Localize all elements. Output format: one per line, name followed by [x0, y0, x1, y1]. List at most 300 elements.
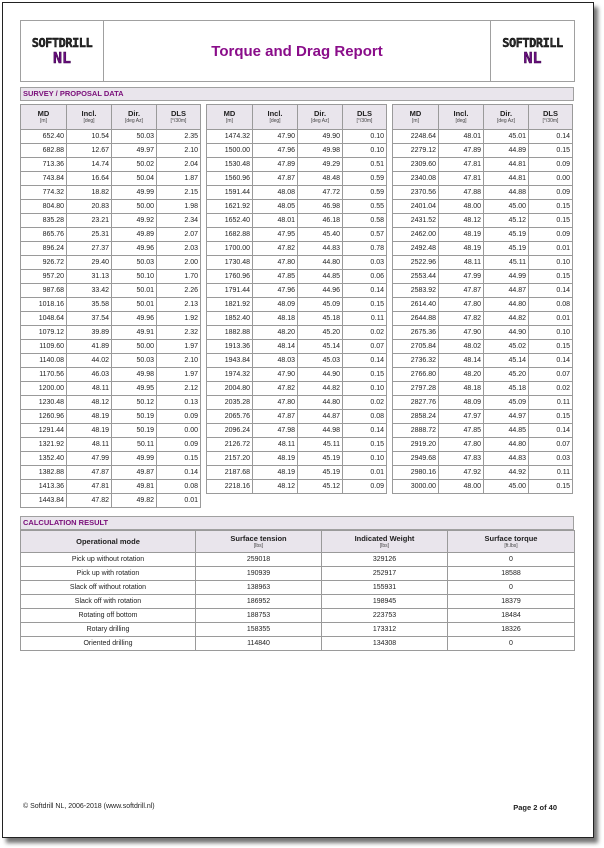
col-header-indicated-weight [322, 531, 448, 553]
cell-md: 2035.28 [207, 396, 253, 410]
cell-incl: 47.90 [253, 130, 298, 144]
cell-dls: 0.06 [343, 270, 387, 284]
cell-dls: 0.58 [343, 214, 387, 228]
cell-dir: 45.11 [298, 438, 343, 452]
cell-dir: 50.02 [112, 158, 157, 172]
cell-dir: 50.03 [112, 256, 157, 270]
logo-right [490, 21, 574, 81]
report-header [20, 20, 575, 82]
cell-dls: 1.70 [157, 270, 201, 284]
cell-md: 2797.28 [393, 382, 439, 396]
table-row [207, 438, 387, 452]
cell-incl: 27.37 [67, 242, 112, 256]
table-row [21, 480, 201, 494]
cell-md: 1591.44 [207, 186, 253, 200]
cell-incl: 48.00 [439, 200, 484, 214]
table-row [207, 172, 387, 186]
cell-dls: 0.14 [529, 284, 573, 298]
col-label: MD [223, 109, 236, 118]
cell-dir: 44.80 [484, 298, 529, 312]
cell-incl: 23.21 [67, 214, 112, 228]
cell-md: 2949.68 [393, 452, 439, 466]
cell-md: 2553.44 [393, 270, 439, 284]
cell-incl: 47.97 [439, 410, 484, 424]
cell-md: 1560.96 [207, 172, 253, 186]
cell-md: 1682.88 [207, 228, 253, 242]
cell-dir: 44.88 [484, 186, 529, 200]
table-row [21, 186, 201, 200]
survey-section-header: SURVEY / PROPOSAL DATA [20, 87, 574, 101]
cell-dir: 49.87 [112, 466, 157, 480]
cell-dir: 44.92 [484, 466, 529, 480]
cell-dls: 1.98 [157, 200, 201, 214]
cell-operational-mode: Rotating off bottom [21, 609, 196, 623]
col-label: Incl. [267, 109, 283, 118]
cell-dls: 0.08 [343, 410, 387, 424]
cell-surface-tension: 190939 [196, 567, 322, 581]
cell-md: 2492.48 [393, 242, 439, 256]
cell-dls: 0.10 [529, 256, 573, 270]
table-row [207, 186, 387, 200]
cell-dls: 0.02 [343, 396, 387, 410]
cell-incl: 25.31 [67, 228, 112, 242]
table-row [207, 452, 387, 466]
table-row [393, 424, 573, 438]
cell-operational-mode: Pick up without rotation [21, 553, 196, 567]
table-row [207, 214, 387, 228]
cell-md: 1882.88 [207, 326, 253, 340]
cell-dir: 49.91 [112, 326, 157, 340]
col-header-incl [67, 105, 112, 130]
cell-dir: 49.90 [298, 130, 343, 144]
logo-left [21, 21, 104, 81]
col-label: Operational mode [76, 537, 140, 546]
cell-incl: 41.89 [67, 340, 112, 354]
cell-dls: 0.10 [343, 144, 387, 158]
cell-operational-mode: Oriented drilling [21, 637, 196, 651]
survey-header-row [207, 105, 387, 130]
cell-incl: 48.20 [253, 326, 298, 340]
table-row [21, 410, 201, 424]
table-row [207, 130, 387, 144]
cell-md: 1109.60 [21, 340, 67, 354]
cell-dir: 49.92 [112, 214, 157, 228]
cell-md: 2827.76 [393, 396, 439, 410]
col-header-dir [112, 105, 157, 130]
cell-indicated-weight: 134308 [322, 637, 448, 651]
col-header-dls [157, 105, 201, 130]
cell-dls: 0.15 [343, 438, 387, 452]
cell-surface-torque: 0 [448, 581, 575, 595]
col-label: DLS [171, 109, 186, 118]
cell-dls: 0.10 [343, 382, 387, 396]
cell-incl: 20.83 [67, 200, 112, 214]
cell-dls: 0.09 [529, 228, 573, 242]
table-row [393, 200, 573, 214]
cell-md: 2583.92 [393, 284, 439, 298]
cell-dls: 0.55 [343, 200, 387, 214]
cell-dls: 0.13 [157, 396, 201, 410]
footer-copyright: © Softdrill NL, 2006-2018 (www.softdrill.nl) [23, 803, 155, 810]
survey-header-row [21, 105, 201, 130]
cell-incl: 47.82 [67, 494, 112, 508]
cell-dir: 45.14 [484, 354, 529, 368]
col-label: Dir. [499, 109, 513, 118]
cell-indicated-weight: 173312 [322, 623, 448, 637]
col-header-dir [298, 105, 343, 130]
cell-md: 1943.84 [207, 354, 253, 368]
cell-md: 2888.72 [393, 424, 439, 438]
cell-dls: 0.11 [529, 396, 573, 410]
cell-dls: 2.13 [157, 298, 201, 312]
cell-md: 3000.00 [393, 480, 439, 494]
cell-surface-torque: 0 [448, 637, 575, 651]
cell-dir: 44.99 [484, 270, 529, 284]
report-page [2, 2, 594, 838]
cell-dls: 0.14 [343, 354, 387, 368]
cell-incl: 48.12 [439, 214, 484, 228]
cell-incl: 48.11 [67, 382, 112, 396]
cell-md: 774.32 [21, 186, 67, 200]
col-label: Incl. [81, 109, 97, 118]
col-label: Incl. [453, 109, 469, 118]
cell-dir: 44.87 [484, 284, 529, 298]
cell-dls: 0.07 [343, 340, 387, 354]
table-row [393, 340, 573, 354]
cell-dls: 1.97 [157, 368, 201, 382]
cell-dls: 0.10 [343, 452, 387, 466]
cell-dls: 1.92 [157, 312, 201, 326]
cell-surface-tension: 188753 [196, 609, 322, 623]
cell-surface-torque: 18588 [448, 567, 575, 581]
cell-dir: 44.90 [484, 326, 529, 340]
cell-dls: 2.03 [157, 242, 201, 256]
cell-dir: 45.18 [298, 312, 343, 326]
cell-incl: 48.01 [253, 214, 298, 228]
col-unit: [deg Az] [310, 118, 330, 124]
cell-dir: 45.20 [298, 326, 343, 340]
cell-dls: 2.10 [157, 354, 201, 368]
cell-incl: 47.82 [439, 312, 484, 326]
cell-incl: 12.67 [67, 144, 112, 158]
table-row [21, 158, 201, 172]
calculation-header-row [21, 531, 575, 553]
col-header-incl [253, 105, 298, 130]
col-header-dls [529, 105, 573, 130]
cell-dir: 48.48 [298, 172, 343, 186]
cell-incl: 48.18 [439, 382, 484, 396]
cell-md: 2218.16 [207, 480, 253, 494]
cell-incl: 47.87 [253, 410, 298, 424]
report-title: Torque and Drag Report [211, 42, 383, 60]
table-row [21, 298, 201, 312]
cell-dls: 0.07 [529, 438, 573, 452]
table-row [393, 214, 573, 228]
cell-md: 896.24 [21, 242, 67, 256]
cell-incl: 29.40 [67, 256, 112, 270]
cell-md: 1652.40 [207, 214, 253, 228]
cell-dir: 45.03 [298, 354, 343, 368]
cell-dir: 49.89 [112, 228, 157, 242]
cell-dls: 0.15 [529, 214, 573, 228]
cell-dls: 0.15 [343, 368, 387, 382]
table-row [21, 494, 201, 508]
cell-incl: 48.18 [253, 312, 298, 326]
cell-dls: 0.14 [343, 284, 387, 298]
table-row [393, 466, 573, 480]
cell-md: 1200.00 [21, 382, 67, 396]
col-header-dir [484, 105, 529, 130]
cell-incl: 47.99 [439, 270, 484, 284]
cell-md: 2065.76 [207, 410, 253, 424]
cell-md: 2980.16 [393, 466, 439, 480]
table-row [207, 256, 387, 270]
cell-dls: 0.07 [529, 368, 573, 382]
cell-dir: 44.81 [484, 172, 529, 186]
table-row [393, 438, 573, 452]
table-row [393, 130, 573, 144]
table-row [21, 466, 201, 480]
table-row [207, 158, 387, 172]
table-row [21, 623, 575, 637]
cell-dir: 44.98 [298, 424, 343, 438]
cell-dir: 50.11 [112, 438, 157, 452]
cell-md: 1443.84 [21, 494, 67, 508]
cell-dls: 0.15 [529, 200, 573, 214]
table-row [393, 354, 573, 368]
cell-md: 1291.44 [21, 424, 67, 438]
col-label: DLS [357, 109, 372, 118]
table-row [21, 270, 201, 284]
cell-dir: 50.19 [112, 424, 157, 438]
table-row [393, 368, 573, 382]
cell-dls: 1.87 [157, 172, 201, 186]
cell-dir: 50.03 [112, 354, 157, 368]
cell-md: 2614.40 [393, 298, 439, 312]
table-row [207, 284, 387, 298]
cell-incl: 47.88 [439, 186, 484, 200]
cell-dir: 49.96 [112, 312, 157, 326]
cell-dir: 44.81 [484, 158, 529, 172]
table-row [393, 382, 573, 396]
cell-operational-mode: Pick up with rotation [21, 567, 196, 581]
cell-dir: 44.90 [298, 368, 343, 382]
cell-dir: 45.02 [484, 340, 529, 354]
cell-incl: 48.03 [253, 354, 298, 368]
cell-md: 1048.64 [21, 312, 67, 326]
cell-dls: 0.01 [343, 466, 387, 480]
col-unit: [deg] [455, 118, 467, 124]
cell-md: 1321.92 [21, 438, 67, 452]
cell-incl: 47.90 [253, 368, 298, 382]
cell-md: 1018.16 [21, 298, 67, 312]
cell-dir: 49.96 [112, 242, 157, 256]
cell-operational-mode: Slack off with rotation [21, 595, 196, 609]
col-header-surface-tension [196, 531, 322, 553]
table-row [207, 228, 387, 242]
cell-incl: 48.01 [439, 130, 484, 144]
cell-dir: 50.01 [112, 298, 157, 312]
cell-surface-tension: 259018 [196, 553, 322, 567]
cell-md: 2522.96 [393, 256, 439, 270]
cell-md: 1500.00 [207, 144, 253, 158]
table-row [393, 256, 573, 270]
logo-text-bottom: NL [52, 49, 72, 67]
cell-md: 1230.48 [21, 396, 67, 410]
cell-incl: 48.19 [439, 242, 484, 256]
table-row [21, 382, 201, 396]
cell-md: 926.72 [21, 256, 67, 270]
cell-dir: 44.80 [298, 396, 343, 410]
calculation-section-header: CALCULATION RESULT [20, 516, 574, 530]
cell-md: 682.88 [21, 144, 67, 158]
cell-dls: 2.32 [157, 326, 201, 340]
cell-incl: 47.83 [439, 452, 484, 466]
cell-incl: 48.12 [67, 396, 112, 410]
table-row [207, 200, 387, 214]
cell-incl: 31.13 [67, 270, 112, 284]
cell-dir: 50.00 [112, 340, 157, 354]
cell-dls: 0.00 [529, 172, 573, 186]
cell-dir: 49.97 [112, 144, 157, 158]
table-row [21, 340, 201, 354]
cell-incl: 37.54 [67, 312, 112, 326]
table-row [393, 480, 573, 494]
col-unit: [deg Az] [124, 118, 144, 124]
col-header-operational-mode [21, 531, 196, 553]
cell-indicated-weight: 155931 [322, 581, 448, 595]
col-unit: [m] [226, 118, 233, 124]
cell-dls: 2.12 [157, 382, 201, 396]
cell-md: 2736.32 [393, 354, 439, 368]
cell-md: 2157.20 [207, 452, 253, 466]
col-label: Indicated Weight [354, 533, 415, 543]
cell-incl: 48.14 [253, 340, 298, 354]
cell-md: 835.28 [21, 214, 67, 228]
cell-md: 1079.12 [21, 326, 67, 340]
cell-dls: 0.59 [343, 172, 387, 186]
cell-incl: 47.82 [253, 242, 298, 256]
cell-incl: 47.80 [439, 298, 484, 312]
table-row [207, 354, 387, 368]
col-header-md [393, 105, 439, 130]
cell-dls: 2.04 [157, 158, 201, 172]
table-row [21, 172, 201, 186]
cell-dls: 0.11 [529, 466, 573, 480]
cell-incl: 16.64 [67, 172, 112, 186]
table-row [393, 298, 573, 312]
cell-incl: 48.00 [439, 480, 484, 494]
table-row [21, 452, 201, 466]
cell-dls: 0.15 [529, 270, 573, 284]
col-unit: [lbs] [379, 542, 390, 549]
cell-dls: 0.78 [343, 242, 387, 256]
cell-incl: 48.08 [253, 186, 298, 200]
cell-incl: 47.96 [253, 144, 298, 158]
cell-md: 1730.48 [207, 256, 253, 270]
cell-dir: 44.80 [484, 438, 529, 452]
cell-dir: 44.80 [298, 256, 343, 270]
logo-text-top: SOFTDRILL [31, 36, 93, 50]
cell-dir: 49.81 [112, 480, 157, 494]
cell-dls: 2.10 [157, 144, 201, 158]
cell-dir: 50.12 [112, 396, 157, 410]
cell-incl: 48.11 [67, 438, 112, 452]
cell-indicated-weight: 252917 [322, 567, 448, 581]
col-header-incl [439, 105, 484, 130]
title-cell [104, 21, 490, 81]
table-row [207, 298, 387, 312]
survey-table-1 [20, 104, 201, 508]
cell-incl: 47.80 [253, 256, 298, 270]
cell-incl: 47.87 [253, 172, 298, 186]
calculation-table [20, 530, 575, 651]
report-body [20, 87, 574, 651]
cell-dir: 45.00 [484, 200, 529, 214]
cell-dir: 49.98 [298, 144, 343, 158]
cell-md: 2705.84 [393, 340, 439, 354]
cell-surface-torque: 18326 [448, 623, 575, 637]
cell-incl: 18.82 [67, 186, 112, 200]
cell-dls: 0.14 [343, 424, 387, 438]
cell-md: 2309.60 [393, 158, 439, 172]
cell-md: 2919.20 [393, 438, 439, 452]
cell-dls: 0.15 [529, 144, 573, 158]
cell-dir: 44.82 [298, 382, 343, 396]
cell-surface-torque: 18379 [448, 595, 575, 609]
cell-dls: 0.10 [343, 130, 387, 144]
cell-md: 2279.12 [393, 144, 439, 158]
cell-md: 1474.32 [207, 130, 253, 144]
cell-md: 1760.96 [207, 270, 253, 284]
table-row [207, 312, 387, 326]
cell-dir: 46.98 [298, 200, 343, 214]
cell-dir: 44.96 [298, 284, 343, 298]
table-row [21, 284, 201, 298]
table-row [207, 270, 387, 284]
survey-table-2 [206, 104, 387, 494]
cell-dls: 0.03 [343, 256, 387, 270]
cell-md: 1621.92 [207, 200, 253, 214]
cell-dir: 45.19 [298, 452, 343, 466]
cell-dir: 45.14 [298, 340, 343, 354]
cell-md: 1700.00 [207, 242, 253, 256]
cell-dir: 49.99 [112, 452, 157, 466]
cell-dls: 2.07 [157, 228, 201, 242]
cell-dir: 44.85 [484, 424, 529, 438]
cell-md: 865.76 [21, 228, 67, 242]
cell-dls: 0.09 [157, 438, 201, 452]
cell-dir: 45.19 [484, 242, 529, 256]
table-row [393, 326, 573, 340]
cell-md: 652.40 [21, 130, 67, 144]
cell-dls: 0.15 [343, 298, 387, 312]
cell-incl: 48.19 [439, 228, 484, 242]
cell-dir: 45.01 [484, 130, 529, 144]
cell-dir: 50.03 [112, 130, 157, 144]
col-header-md [21, 105, 67, 130]
cell-dls: 0.15 [529, 480, 573, 494]
cell-incl: 48.19 [253, 466, 298, 480]
cell-dir: 49.95 [112, 382, 157, 396]
table-row [21, 326, 201, 340]
cell-incl: 47.85 [253, 270, 298, 284]
cell-dls: 0.03 [529, 452, 573, 466]
cell-dir: 49.99 [112, 186, 157, 200]
cell-dls: 0.01 [157, 494, 201, 508]
table-row [21, 609, 575, 623]
logo-text-top: SOFTDRILL [502, 36, 563, 50]
